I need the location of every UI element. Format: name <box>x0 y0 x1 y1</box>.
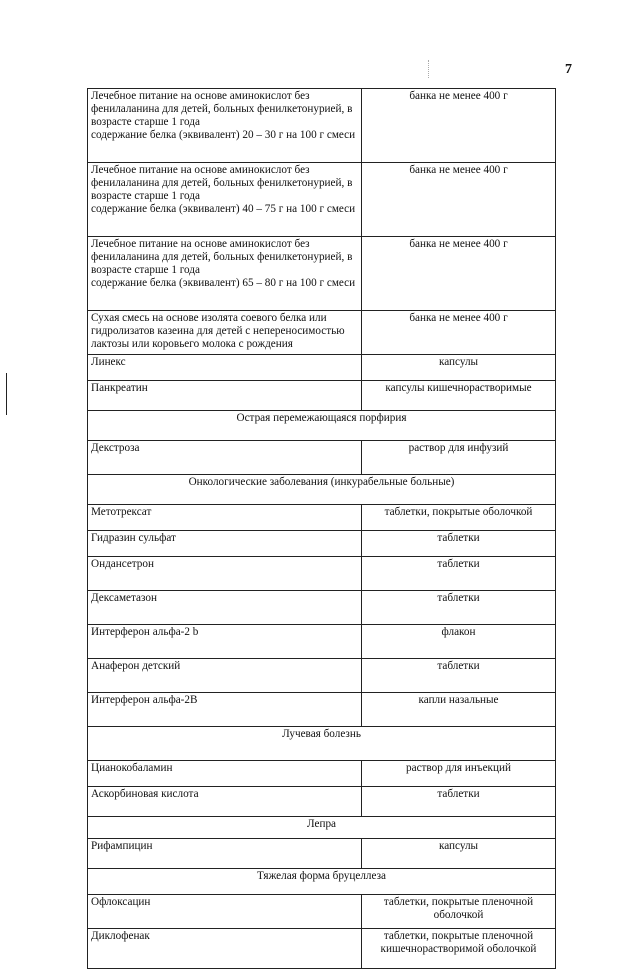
section-title: Онкологические заболевания (инкурабельные больные) <box>88 475 556 505</box>
item-form: банка не менее 400 г <box>362 163 556 237</box>
table-row <box>88 761 556 787</box>
item-form: таблетки <box>362 659 556 693</box>
section-title: Лепра <box>88 817 556 839</box>
table-row <box>88 505 556 531</box>
medication-table <box>87 88 556 969</box>
item-name: Гидразин сульфат <box>88 531 362 557</box>
item-name: Панкреатин <box>88 381 362 411</box>
table-row <box>88 787 556 817</box>
item-form: таблетки, покрытые оболочкой <box>362 505 556 531</box>
item-name: Линекс <box>88 355 362 381</box>
table-row <box>88 89 556 163</box>
table-row <box>88 929 556 969</box>
item-form: таблетки <box>362 591 556 625</box>
item-form: таблетки, покрытые пленочной оболочкой <box>362 895 556 929</box>
item-form: капсулы <box>362 839 556 869</box>
item-name: Анаферон детский <box>88 659 362 693</box>
section-row <box>88 475 556 505</box>
section-title: Лучевая болезнь <box>88 727 556 761</box>
table-row <box>88 557 556 591</box>
table-row <box>88 531 556 557</box>
item-form: раствор для инъекций <box>362 761 556 787</box>
item-name: Офлоксацин <box>88 895 362 929</box>
table-row <box>88 163 556 237</box>
table-row <box>88 659 556 693</box>
section-row <box>88 817 556 839</box>
item-form: банка не менее 400 г <box>362 89 556 163</box>
item-name: Интерферон альфа-2 b <box>88 625 362 659</box>
table-row <box>88 441 556 475</box>
item-form: капсулы <box>362 355 556 381</box>
section-row <box>88 411 556 441</box>
item-name: Метотрексат <box>88 505 362 531</box>
table-row <box>88 237 556 311</box>
table-row <box>88 355 556 381</box>
margin-mark <box>6 373 7 415</box>
section-title: Острая перемежающаяся порфирия <box>88 411 556 441</box>
section-row <box>88 869 556 895</box>
table-row <box>88 895 556 929</box>
table-row <box>88 591 556 625</box>
item-name: Лечебное питание на основе аминокислот без фенилаланина для детей, больных фенилкетонурией, в возрасте старше 1 года содержание белка (эквивалент) 65 – 80 г на 100 г смеси <box>88 237 362 311</box>
item-name: Аскорбиновая кислота <box>88 787 362 817</box>
item-form: таблетки <box>362 787 556 817</box>
item-form: банка не менее 400 г <box>362 237 556 311</box>
section-title: Тяжелая форма бруцеллеза <box>88 869 556 895</box>
item-form: таблетки <box>362 557 556 591</box>
table-row <box>88 693 556 727</box>
section-row <box>88 727 556 761</box>
item-name: Декстроза <box>88 441 362 475</box>
item-form: таблетки <box>362 531 556 557</box>
table-row <box>88 381 556 411</box>
item-name: Лечебное питание на основе аминокислот без фенилаланина для детей, больных фенилкетонурией, в возрасте старше 1 года содержание белка (эквивалент) 40 – 75 г на 100 г смеси <box>88 163 362 237</box>
item-form: банка не менее 400 г <box>362 311 556 355</box>
scan-dot-mark <box>428 60 430 78</box>
item-name: Рифампицин <box>88 839 362 869</box>
item-name: Диклофенак <box>88 929 362 969</box>
item-name: Цианокобаламин <box>88 761 362 787</box>
item-name: Дексаметазон <box>88 591 362 625</box>
item-form: капсулы кишечнорастворимые <box>362 381 556 411</box>
item-form: раствор для инфузий <box>362 441 556 475</box>
item-name: Лечебное питание на основе аминокислот без фенилаланина для детей, больных фенилкетонурией, в возрасте старше 1 года содержание белка (эквивалент) 20 – 30 г на 100 г смеси <box>88 89 362 163</box>
table-row <box>88 311 556 355</box>
page-number: 7 <box>565 62 572 77</box>
table-row <box>88 839 556 869</box>
item-form: капли назальные <box>362 693 556 727</box>
item-name: Интерферон альфа-2В <box>88 693 362 727</box>
item-form: флакон <box>362 625 556 659</box>
table-row <box>88 625 556 659</box>
item-form: таблетки, покрытые пленочной кишечнорастворимой оболочкой <box>362 929 556 969</box>
item-name: Сухая смесь на основе изолята соевого белка или гидролизатов казеина для детей с непереносимостью лактозы или коровьего молока с рождения <box>88 311 362 355</box>
item-name: Ондансетрон <box>88 557 362 591</box>
